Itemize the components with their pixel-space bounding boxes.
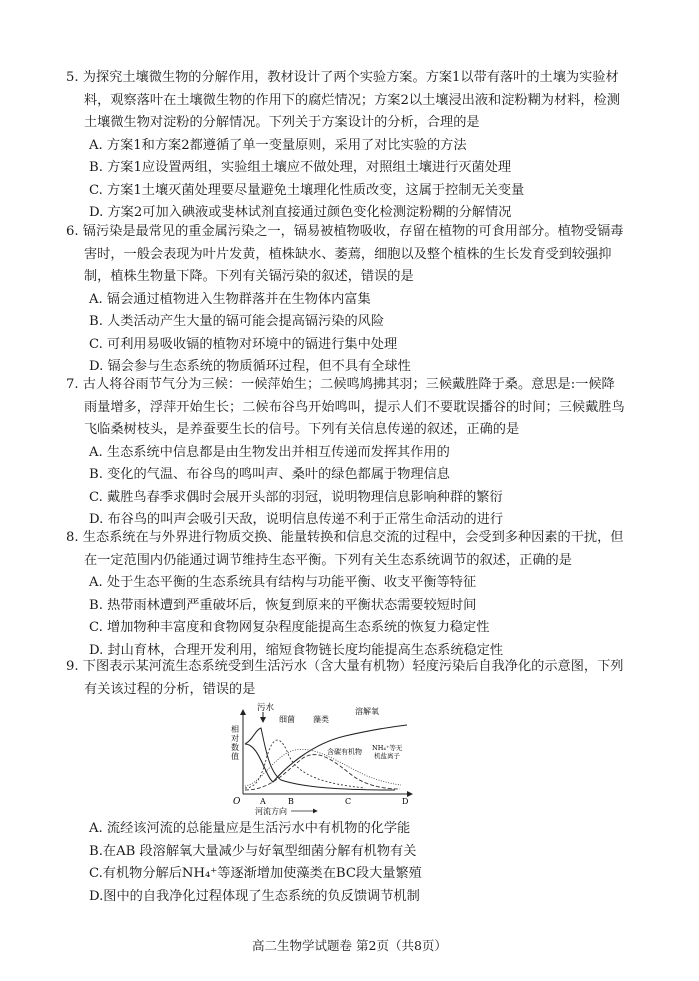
organic-curve bbox=[245, 728, 395, 790]
x-tick-d: D bbox=[402, 797, 409, 806]
question-5 bbox=[66, 67, 626, 225]
y-axis-label-2: 对 bbox=[231, 734, 239, 743]
algae-label: 藻类 bbox=[313, 715, 329, 724]
question-9-options bbox=[66, 818, 626, 908]
x-tick-a: A bbox=[260, 797, 266, 806]
question-stem: 6. 镉污染是最常见的重金属污染之一，镉易被植物吸收，存留在植物的可食用部分。植物受镉毒害时，一般会表现为叶片发黄，植株缺水、萎蔫，细胞以及整个植株的生长发育受到较强抑制，植株生物量下降。下列有关镉污染的叙述，错误的是 bbox=[66, 224, 624, 284]
y-axis-label-1: 相 bbox=[231, 725, 239, 734]
option-a: A. 方案1和方案2都遵循了单一变量原则，采用了对比实验的方法 bbox=[89, 137, 467, 153]
sewage-label: 污水 bbox=[257, 703, 275, 713]
nh4-label: NH₄⁺等无 bbox=[372, 744, 403, 752]
organic-label: 含碳有机物 bbox=[327, 748, 362, 756]
oxygen-label: 溶解氧 bbox=[355, 707, 379, 716]
option-b: B. 人类活动产生大量的镉可能会提高镉污染的风险 bbox=[89, 314, 385, 329]
question-stem: 9. 下图表示某河流生态系统受到生活污水（含大量有机物）轻度污染后自我净化的示意图，下列有关该过程的分析，错误的是 bbox=[66, 659, 624, 697]
x-tick-b: B bbox=[288, 797, 294, 806]
origin-label: O bbox=[233, 797, 241, 807]
option-c: C.有机物分解后NH₄⁺等逐渐增加使藻类在BC段大量繁殖 bbox=[89, 866, 422, 881]
y-axis-label-4: 值 bbox=[231, 752, 239, 761]
option-c: C. 增加物种丰富度和食物网复杂程度能提高生态系统的恢复力稳定性 bbox=[89, 620, 490, 635]
option-a: A. 生态系统中信息都是由生物发出并相互传递而发挥其作用的 bbox=[89, 444, 450, 460]
y-axis-label-3: 数 bbox=[231, 743, 239, 752]
question-8 bbox=[66, 527, 626, 662]
option-d: D. 封山育林，合理开发利用，缩短食物链长度均能提高生态系统稳定性 bbox=[89, 642, 504, 658]
bacteria-label: 细菌 bbox=[279, 715, 295, 724]
option-d: D. 布谷鸟的叫声会吸引天敌，说明信息传递不利于正常生命活动的进行 bbox=[89, 512, 504, 527]
option-a: A. 处于生态平衡的生态系统具有结构与功能平衡、收支平衡等特征 bbox=[89, 575, 477, 590]
question-stem: 7. 古人将谷雨节气分为三候：一候萍始生；二候鸣鸠拂其羽；三候戴胜降于桑。意思是:一候降雨量增多，浮萍开始生长；二候布谷鸟开始鸣叫，提示人们不要耽误播谷的时间；三候戴胜鸟飞临桑树枝头，是养蚕要生长的信号。下列有关信息传递的叙述，正确的是 bbox=[66, 377, 625, 437]
question-7 bbox=[66, 374, 626, 532]
question-9 bbox=[66, 656, 626, 701]
river-purification-figure bbox=[225, 700, 420, 815]
option-c: C. 可利用易吸收镉的植物对环境中的镉进行集中处理 bbox=[89, 336, 398, 352]
question-stem: 8. 生态系统在与外界进行物质交换、能量转换和信息交流的过程中，会受到多种因素的干扰，但在一定范围内仍能通过调节维持生态平衡。下列有关生态系统调节的叙述，正确的是 bbox=[66, 530, 624, 568]
x-axis-label: 河流方向 bbox=[255, 807, 287, 815]
question-stem: 5. 为探究土壤微生物的分解作用，教材设计了两个实验方案。方案1以带有落叶的土壤为实验材料，观察落叶在土壤微生物的作用下的腐烂情况；方案2以土壤浸出液和淀粉糊为材料，检测土壤微生物对淀粉的分解情况。下列关于方案设计的分析，合理的是 bbox=[66, 70, 620, 130]
option-b: B.在AB 段溶解氧大量减少与好氧型细菌分解有机物有关 bbox=[89, 843, 417, 859]
option-c: C. 戴胜鸟春季求偶时会展开头部的羽冠，说明物理信息影响种群的繁衍 bbox=[89, 489, 503, 505]
nh4-label-cont: 机盐离子 bbox=[374, 752, 400, 760]
option-d: D.图中的自我净化过程体现了生态系统的负反馈调节机制 bbox=[89, 888, 420, 904]
option-b: B. 变化的气温、布谷鸟的鸣叫声、桑叶的绿色都属于物理信息 bbox=[89, 467, 450, 482]
question-6 bbox=[66, 221, 626, 379]
option-a: A. 流经该河流的总能量应是生活污水中有机物的化学能 bbox=[89, 821, 411, 836]
option-a: A. 镉会通过植物进入生物群落并在生物体内富集 bbox=[89, 291, 371, 307]
option-d: D. 镉会参与生态系统的物质循环过程，但不具有全球性 bbox=[89, 359, 411, 374]
option-b: B. 热带雨林遭到严重破坏后，恢复到原来的平衡状态需要较短时间 bbox=[89, 597, 477, 613]
page-footer: 高二生物学试题卷 第2页（共8页） bbox=[252, 938, 447, 953]
option-d: D. 方案2可加入碘液或斐林试剂直接通过颜色变化检测淀粉糊的分解情况 bbox=[89, 205, 512, 220]
option-b: B. 方案1应设置两组，实验组土壤应不做处理，对照组土壤进行灭菌处理 bbox=[89, 160, 512, 175]
option-c: C. 方案1土壤灭菌处理要尽量避免土壤理化性质改变，这属于控制无关变量 bbox=[89, 182, 525, 198]
x-tick-c: C bbox=[345, 797, 352, 806]
